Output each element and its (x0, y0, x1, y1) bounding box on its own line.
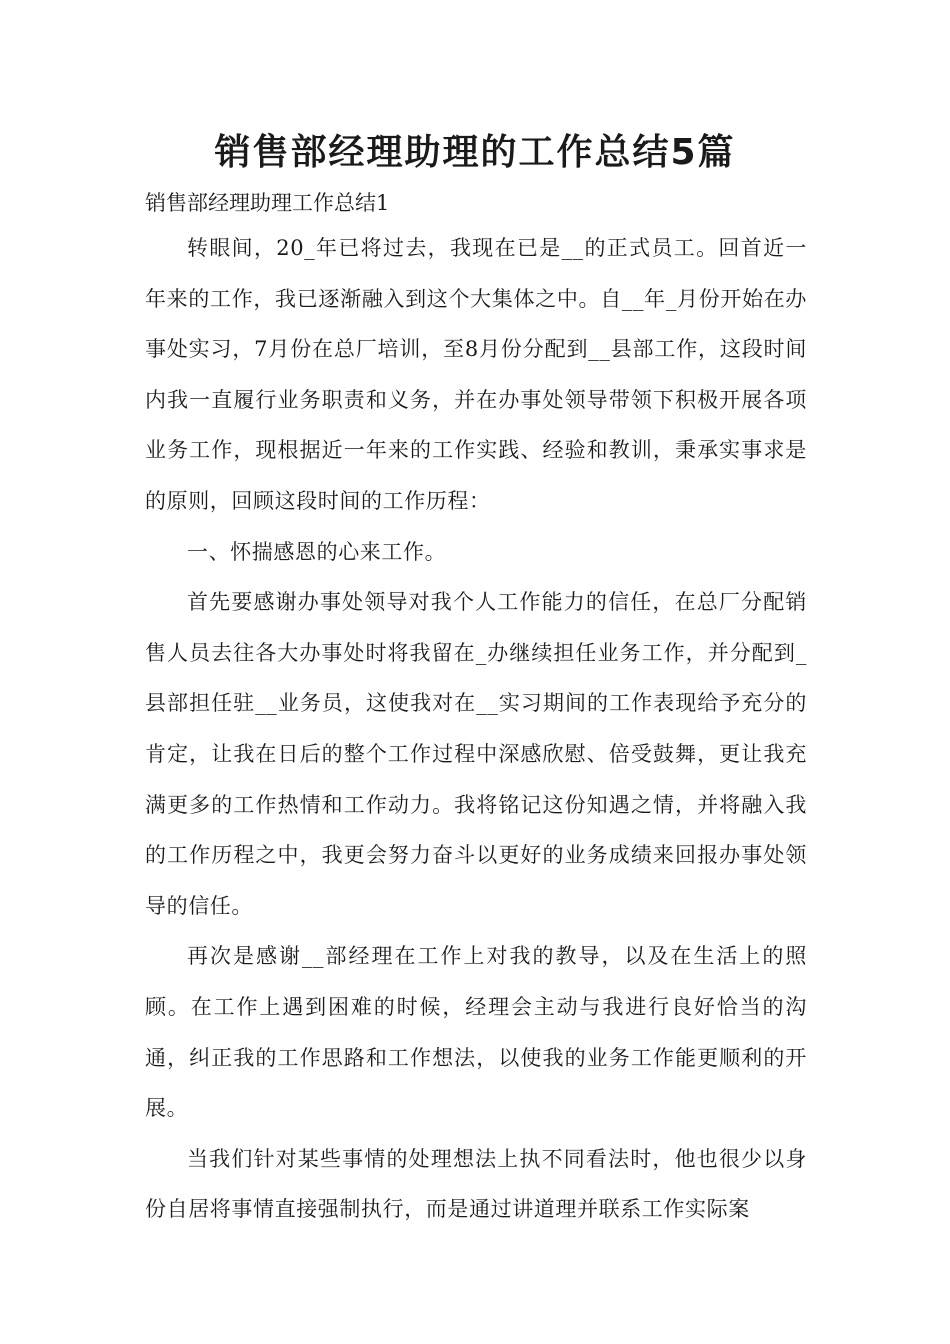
paragraph-thanks-manager: 再次是感谢__部经理在工作上对我的教导，以及在生活上的照顾。在工作上遇到困难的时候，经理会主动与我进行良好恰当的沟通，纠正我的工作思路和工作想法，以使我的业务工作能更顺利的开展。 (145, 944, 807, 1121)
document-body (145, 223, 807, 1235)
paragraph-differing-views: 当我们针对某些事情的处理想法上执不同看法时，他也很少以身份自居将事情直接强制执行，而是通过讲道理并联系工作实际案 (145, 1146, 807, 1222)
paragraph-subheading-gratitude: 一、怀揣感恩的心来工作。 (187, 539, 447, 564)
section-heading: 销售部经理助理工作总结1 (145, 191, 390, 215)
paragraph-intro: 转眼间，20_年已将过去，我现在已是__的正式员工。回首近一年来的工作，我已逐渐融入到这个大集体之中。自__年_月份开始在办事处实习，7月份在总厂培训，至8月份分配到__县部工作，这段时间内我一直履行业务职责和义务，并在办事处领导带领下积极开展各项业务工作，现根据近一年来的工作实践、经验和教训，秉承实事求是的原则，回顾这段时间的工作历程： (145, 236, 807, 513)
paragraph-thanks-leaders: 首先要感谢办事处领导对我个人工作能力的信任，在总厂分配销售人员去往各大办事处时将我留在_办继续担任业务工作，并分配到_县部担任驻__业务员，这使我对在__实习期间的工作表现给予充分的肯定，让我在日后的整个工作过程中深感欣慰、倍受鼓舞，更让我充满更多的工作热情和工作动力。我将铭记这份知遇之情，并将融入我的工作历程之中，我更会努力奋斗以更好的业务成绩来回报办事处领导的信任。 (145, 590, 807, 918)
document-title: 销售部经理助理的工作总结5篇 (214, 132, 736, 173)
